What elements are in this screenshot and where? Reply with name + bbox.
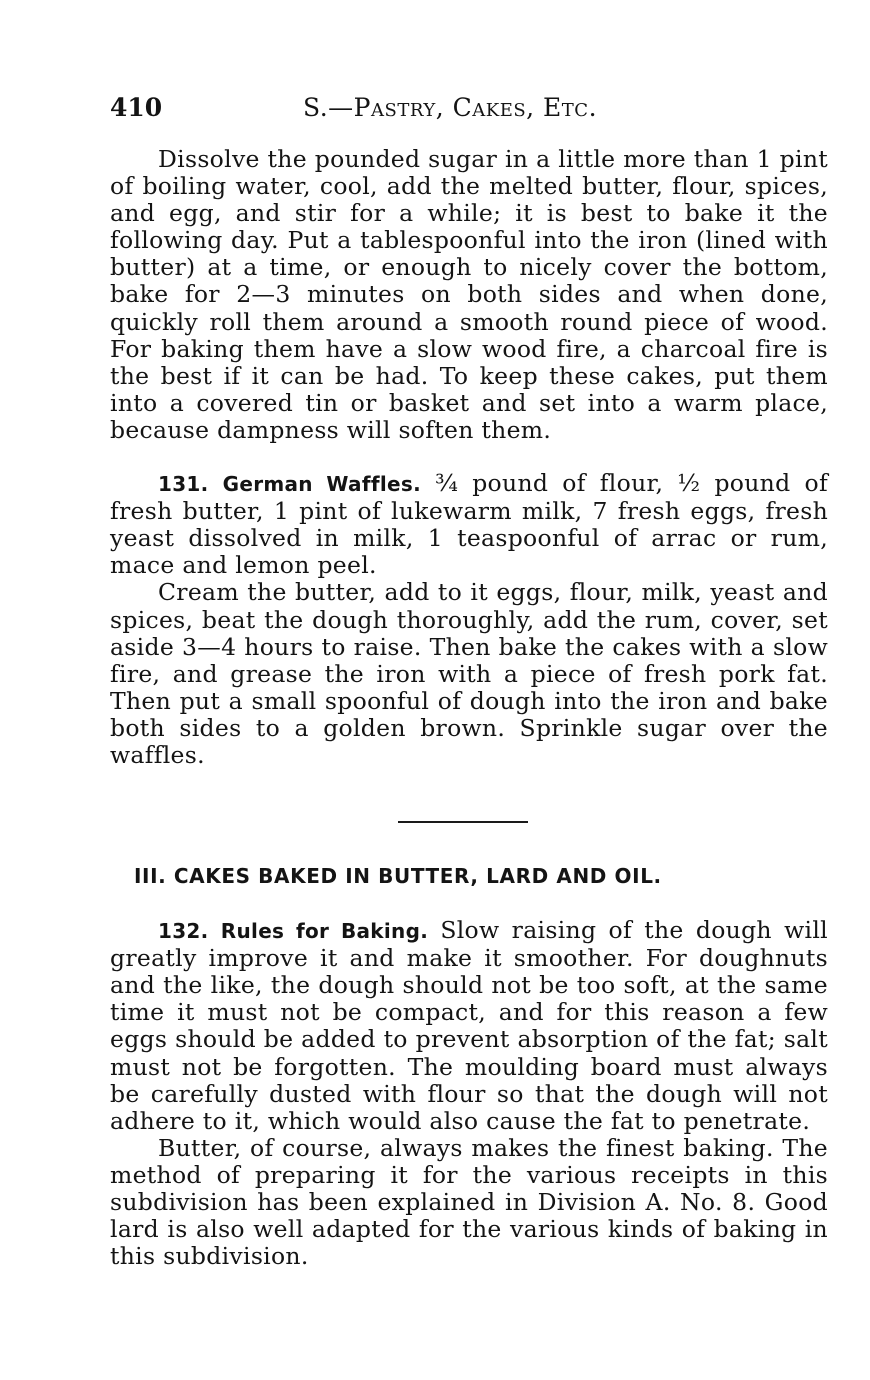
section-heading: III. CAKES BAKED IN BUTTER, LARD AND OIL.: [134, 864, 662, 889]
page-number: 410: [110, 93, 163, 122]
paragraph-butter-and-lard: Butter, of course, always makes the finest baking. The method of preparing it for the various receipts in this subdivision has been explained in Division A. No. 8. Good lard is also well adapted for the various kinds of baking in this subdivision.: [110, 1133, 828, 1271]
paragraph-baking-instructions: Dissolve the pounded sugar in a little more than 1 pint of boiling water, cool, add the melted butter, flour, spices, and egg, and stir for a while; it is best to bake it the following day. Put a tablespoonful into the iron (lined with butter) at a time, or enough to nicely cover the bottom, bake for 2—3 minutes on both sides and when done, quickly roll them around a smooth round piece of wood. For baking them have a slow wood fire, a charcoal fire is the best if it can be had. To keep these cakes, put them into a covered tin or basket and set into a warm place, because dampness will soften them.: [110, 145, 828, 444]
recipe-title: German Waffles.: [222, 472, 421, 497]
recipe-number: 131.: [158, 472, 209, 497]
recipe-132-rules-for-baking: [110, 917, 828, 1135]
running-header: [110, 88, 828, 128]
paragraph-waffle-method: Cream the butter, add to it eggs, flour, milk, yeast and spices, beat the dough thoroughly, add the rum, cover, set aside 3—4 hours to raise. Then bake the cakes with a slow fire, and grease the iron with a piece of fresh pork fat. Then put a small spoonful of dough into the iron and bake both sides to a golden brown. Sprinkle sugar over the waffles.: [110, 578, 828, 769]
section-divider: [398, 821, 528, 823]
recipe-number: 132.: [158, 919, 209, 944]
recipe-131-german-waffles: [110, 470, 828, 579]
recipe-text: Slow raising of the dough will greatly improve it and make it smoother. For doughnuts and the like, the dough should not be too soft, at the same time it must not be compact, and for this reason a few eggs should be added to prevent absorption of the fat; salt must not be forgotten. The moulding board must always be carefully dusted with flour so that the dough will not adhere to it, which would also cause the fat to penetrate.: [110, 916, 828, 1135]
recipe-title: Rules for Baking.: [220, 919, 429, 944]
chapter-title: S.—Pastry, Cakes, Etc.: [303, 93, 598, 122]
book-page: [110, 88, 828, 1270]
recipe-ingredients: ¾ pound of flour, ½ pound of fresh butter, 1 pint of lukewarm milk, 7 fresh eggs, fresh yeast dissolved in milk, 1 teaspoonful of arrac or rum, mace and lemon peel.: [110, 469, 828, 580]
